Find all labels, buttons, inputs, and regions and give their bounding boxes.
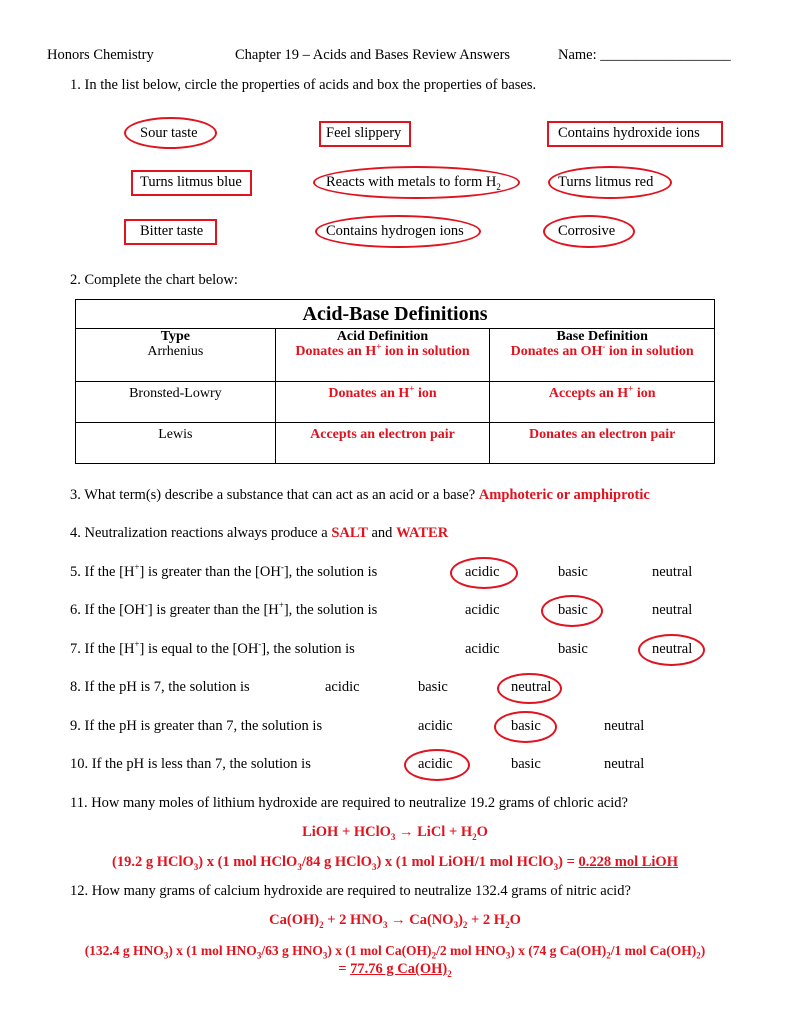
question-10: 10. If the pH is less than 7, the solution is [70, 756, 311, 772]
option-neutral: neutral [652, 641, 693, 657]
answer-11: 0.228 mol LiOH [578, 854, 678, 870]
option-basic: basic [558, 564, 588, 580]
property-hydrogen-ions: Contains hydrogen ions [326, 223, 464, 239]
base-definition-cell: Accepts an H+ ion [490, 382, 715, 423]
property-corrosive: Corrosive [558, 223, 616, 239]
property-litmus-blue: Turns litmus blue [140, 174, 242, 190]
acid-base-table [75, 299, 715, 464]
option-neutral: neutral [511, 679, 552, 695]
question-6: 6. If the [OH-] is greater than the [H+], the solution is [70, 600, 378, 618]
acid-definition-cell: Accepts an electron pair [275, 423, 490, 464]
answer-12-line: = 77.76 g $Ca(OH)_2$ [338, 961, 452, 979]
question-3: 3. What term(s) describe a substance that can act as an acid or a base? Amphoteric or amphiprotic [70, 487, 650, 503]
option-acidic: acidic [465, 564, 500, 580]
question-9: 9. If the pH is greater than 7, the solution is [70, 718, 323, 734]
type-cell: Bronsted-Lowry [76, 382, 276, 423]
equation-11: LiOH + HClO$_3$ → LiCl + $H_2O$ [302, 824, 488, 842]
property-bitter-taste: Bitter taste [140, 223, 204, 239]
answer-12: 77.76 g $Ca(OH)_2$ [350, 961, 452, 979]
option-acidic: acidic [465, 602, 500, 618]
acid-definition-cell: Donates an H+ ion [275, 382, 490, 423]
option-acidic: acidic [465, 641, 500, 657]
question-1: 1. In the list below, circle the properties of acids and box the properties of bases. [70, 77, 537, 93]
type-cell: Arrhenius [76, 345, 276, 382]
option-acidic: acidic [325, 679, 360, 695]
property-litmus-red: Turns litmus red [558, 174, 654, 190]
question-2: 2. Complete the chart below: [70, 272, 238, 288]
option-neutral: neutral [652, 564, 693, 580]
table-row [76, 382, 715, 423]
equation-12: $Ca(OH)_2 + 2$ $HNO_3 \to Ca(NO_3)_2 + 2$ $H_2O$ [269, 912, 521, 930]
base-definition-cell: Donates an electron pair [490, 423, 715, 464]
table-row [76, 423, 715, 464]
table-row [76, 345, 715, 382]
type-cell: Lewis [76, 423, 276, 464]
answer-3: Amphoteric or amphiprotic [478, 487, 650, 503]
question-5: 5. If the [H+] is greater than the [OH-], the solution is [70, 562, 378, 580]
option-basic: basic [558, 602, 588, 618]
column-header-base: Base Definition [490, 329, 715, 346]
calculation-12: (132.4 g $HNO_3$) x (1 mol $HNO_3/63$ g $HNO_3$) x (1 mol $Ca(OH)_2/2$ mol $HNO_3$) x (74 g $Ca(OH)_2/1$ mol $Ca(OH)_2$) [84, 943, 706, 961]
column-header-type: Type [76, 329, 276, 346]
question-11: 11. How many moles of lithium hydroxide are required to neutralize 19.2 grams of chloric acid? [70, 795, 628, 811]
option-basic: basic [511, 718, 541, 734]
property-feel-slippery: Feel slippery [326, 125, 402, 141]
option-basic: basic [558, 641, 588, 657]
base-definition-cell: Donates an OH- ion in solution [490, 345, 715, 382]
column-header-acid: Acid Definition [275, 329, 490, 346]
option-basic: basic [418, 679, 448, 695]
calculation-11: (19.2 g HClO$_3$) x (1 mol HClO$_3$/84 g HClO$_3$) x (1 mol LiOH/1 mol HClO$_3$) = 0.228 mol LiOH [112, 854, 678, 872]
property-hydroxide-ions: Contains hydroxide ions [558, 125, 700, 141]
property-reacts-metals: Reacts with metals to form $H_2$ [326, 174, 501, 192]
option-acidic: acidic [418, 718, 453, 734]
option-basic: basic [511, 756, 541, 772]
acid-definition-cell: Donates an H+ ion in solution [275, 345, 490, 382]
option-acidic: acidic [418, 756, 453, 772]
chapter-title: Chapter 19 – Acids and Bases Review Answers [235, 47, 511, 63]
option-neutral: neutral [604, 756, 645, 772]
name-field: Name: __________________ [558, 47, 731, 63]
question-4: 4. Neutralization reactions always produce a SALT and WATER [70, 525, 449, 541]
property-sour-taste: Sour taste [140, 125, 198, 141]
course-title: Honors Chemistry [47, 47, 154, 63]
question-7: 7. If the [H+] is equal to the [OH-], the solution is [70, 639, 355, 657]
question-12: 12. How many grams of calcium hydroxide are required to neutralize 132.4 grams of nitric acid? [70, 883, 631, 899]
option-neutral: neutral [604, 718, 645, 734]
question-8: 8. If the pH is 7, the solution is [70, 679, 250, 695]
option-neutral: neutral [652, 602, 693, 618]
table-title: Acid-Base Definitions [76, 300, 715, 329]
